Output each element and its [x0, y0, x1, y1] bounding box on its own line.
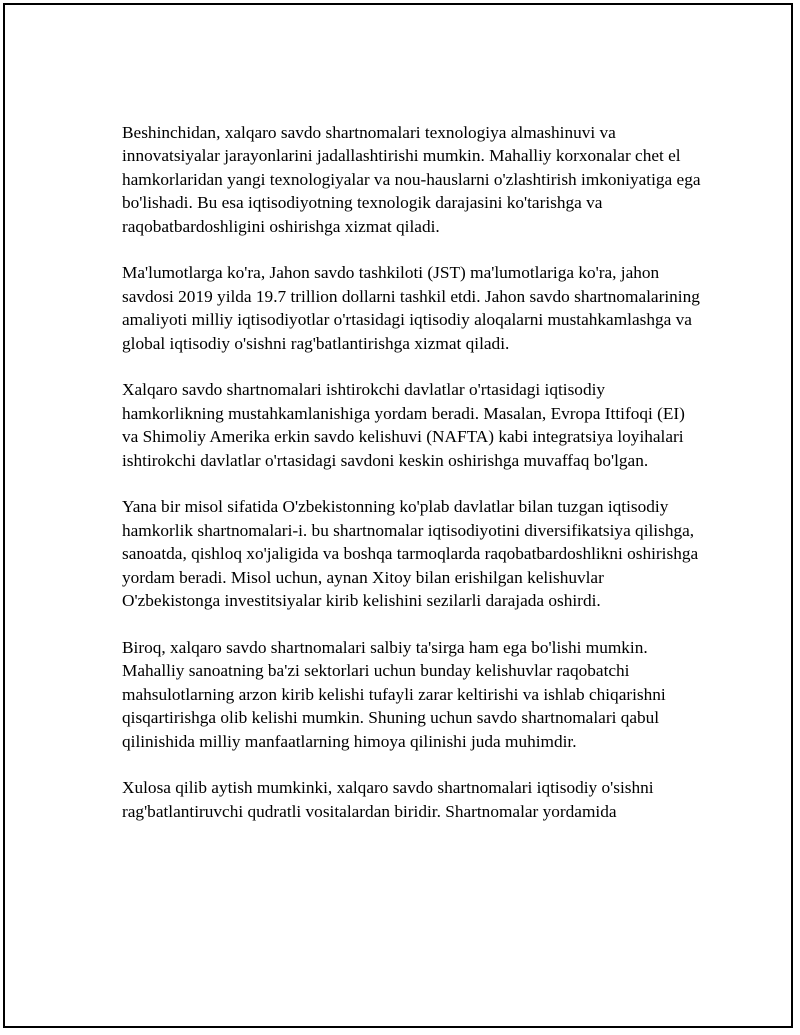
- paragraph: Xulosa qilib aytish mumkinki, xalqaro savdo shartnomalari iqtisodiy o'sishni rag'batlantiruvchi qudratli vositalardan biridir. Shartnomalar yordamida: [122, 778, 654, 821]
- document-page: [3, 3, 793, 1028]
- document-body: [122, 121, 702, 847]
- paragraph: Ma'lumotlarga ko'ra, Jahon savdo tashkiloti (JST) ma'lumotlariga ko'ra, jahon savdosi 2019 yilda 19.7 trillion dollarni tashkil etdi. Jahon savdo shartnomalarining amaliyoti milliy iqtisodiyotlar o'rtasidagi iqtisodiy aloqalarni mustahkamlashga va global iqtisodiy o'sishni rag'batlantirishga xizmat qiladi.: [122, 263, 700, 353]
- paragraph: Beshinchidan, xalqaro savdo shartnomalari texnologiya almashinuvi va innovatsiyalar jarayonlarini jadallashtirishi mumkin. Mahalliy korxonalar chet el hamkorlaridan yangi texnologiyalar va nou-hauslarni o'zlashtirish imkoniyatiga ega bo'lishadi. Bu esa iqtisodiyotning texnologik darajasini ko'tarishga va raqobatbardoshligini oshirishga xizmat qiladi.: [122, 123, 701, 236]
- paragraph: Yana bir misol sifatida O'zbekistonning ko'plab davlatlar bilan tuzgan iqtisodiy hamkorlik shartnomalari-i. bu shartnomalar iqtisodiyotini diversifikatsiya qilishga, sanoatda, qishloq xo'jaligida va boshqa tarmoqlarda raqobatbardoshlikni oshirishga yordam beradi. Misol uchun, aynan Xitoy bilan erishilgan kelishuvlar O'zbekistonga investitsiyalar kirib kelishini sezilarli darajada oshirdi.: [122, 497, 699, 611]
- paragraph: Biroq, xalqaro savdo shartnomalari salbiy ta'sirga ham ega bo'lishi mumkin. Mahalliy sanoatning ba'zi sektorlari uchun bunday kelishuvlar raqobatchi mahsulotlarning arzon kirib kelishi tufayli zarar keltirishi va ishlab chiqarishni qisqartirishga olib kelishi mumkin. Shuning uchun savdo shartnomalari qabul qilinishida milliy manfaatlarning himoya qilinishi juda muhimdir.: [122, 637, 666, 751]
- paragraph: Xalqaro savdo shartnomalari ishtirokchi davlatlar o'rtasidagi iqtisodiy hamkorlikning mustahkamlanishiga yordam beradi. Masalan, Evropa Ittifoqi (EI) va Shimoliy Amerika erkin savdo kelishuvi (NAFTA) kabi integratsiya loyihalari ishtirokchi davlatlar o'rtasidagi savdoni keskin oshirishga muvaffaq bo'lgan.: [122, 380, 685, 470]
